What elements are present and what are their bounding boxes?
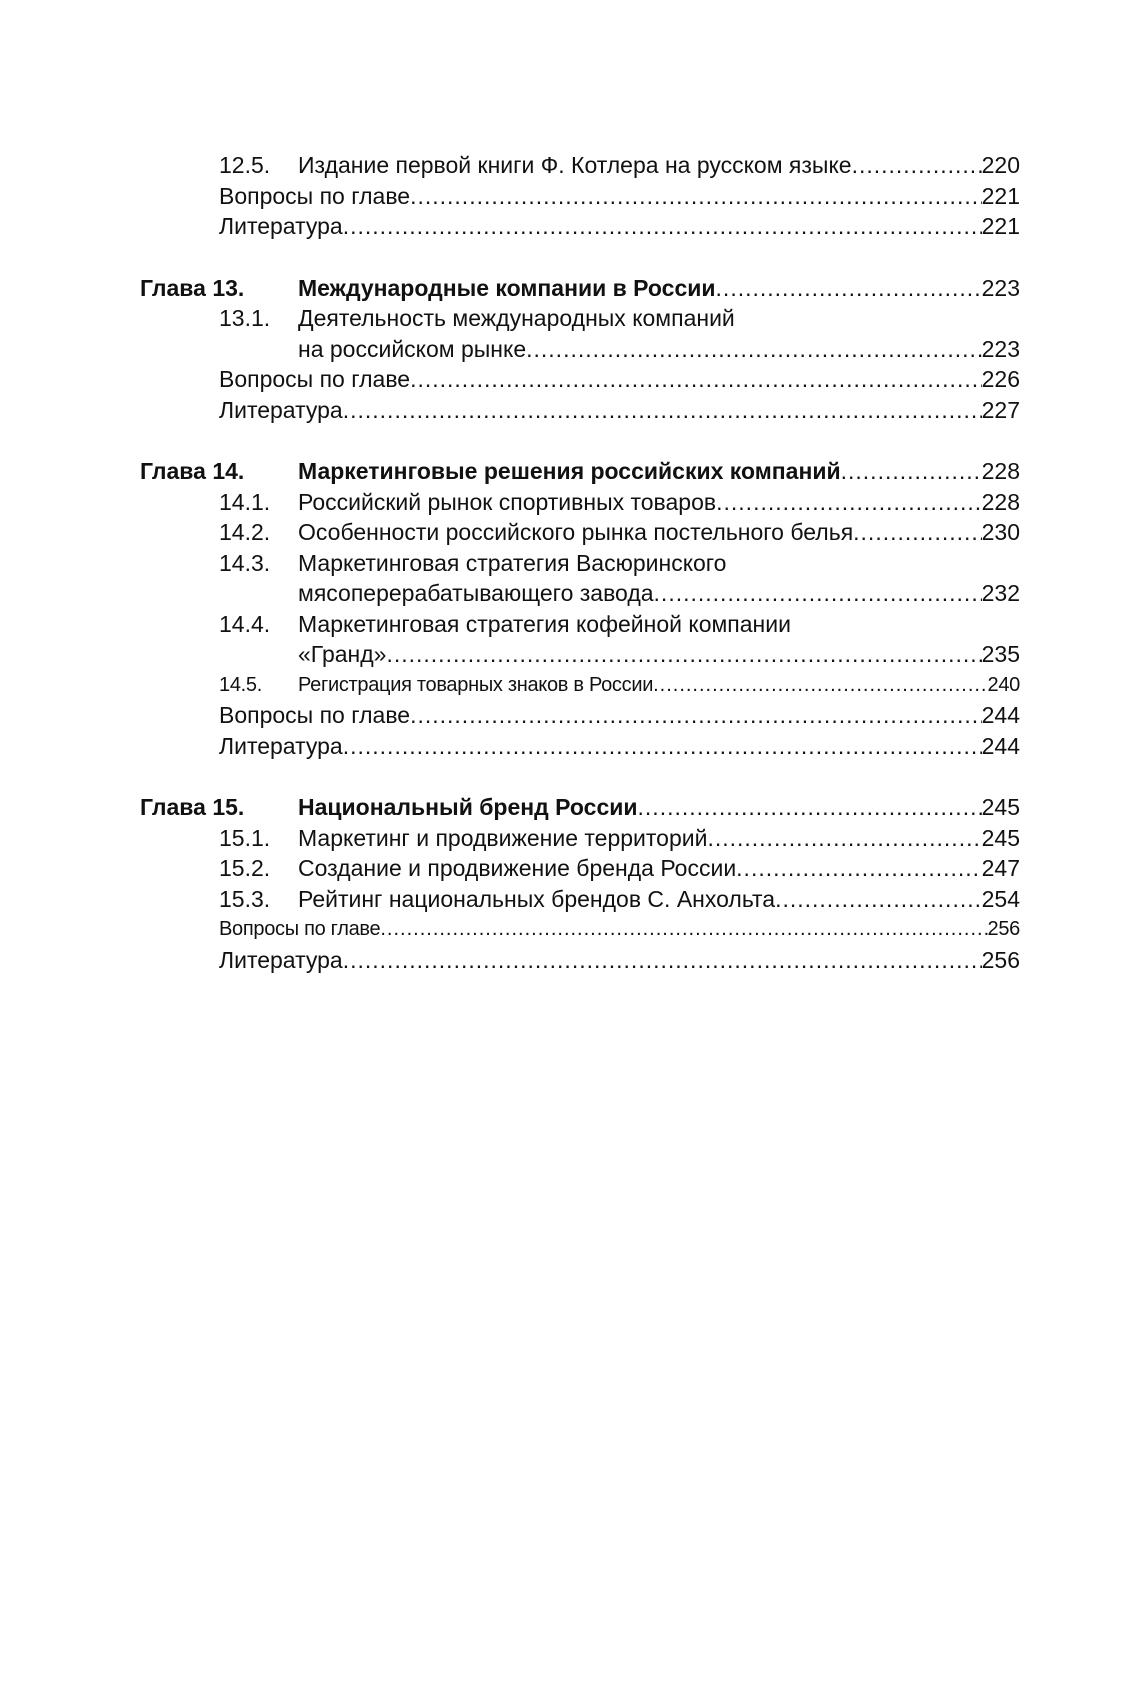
toc-entry-number: 14.2. — [219, 519, 271, 545]
leader-dots — [343, 945, 982, 976]
toc-entry-number: 15.3. — [219, 885, 271, 912]
toc-chapter-title: Маркетинговые решения российских компаний — [298, 458, 841, 484]
toc-entry-page: 256 — [987, 918, 1020, 940]
toc-entry-title: Литература — [219, 213, 343, 239]
toc-chapter-number: Глава 14. — [140, 458, 245, 484]
leader-dots — [736, 853, 981, 884]
leader-dots — [716, 273, 982, 304]
leader-dots — [853, 517, 981, 548]
group-spacer — [140, 425, 1020, 456]
toc-entry — [140, 150, 1020, 181]
toc-entry-continuation — [140, 639, 1020, 670]
toc-entry — [140, 670, 1020, 701]
leader-dots — [653, 670, 987, 701]
group-spacer — [140, 761, 1020, 792]
toc-entry-title: Российский рынок спортивных товаров — [298, 488, 717, 515]
toc-entry-continuation — [140, 334, 1020, 365]
toc-entry-page: 247 — [981, 855, 1020, 881]
leader-dots — [707, 823, 981, 854]
toc-entry-page: 240 — [987, 673, 1020, 696]
toc-entry-title: Создание и продвижение бренда России — [298, 855, 737, 881]
toc-entry — [140, 364, 1020, 395]
toc-entry-page: 220 — [981, 152, 1020, 178]
toc-chapter-heading — [140, 792, 1020, 823]
toc-entry-page: 232 — [981, 580, 1020, 606]
toc-entry — [140, 853, 1020, 884]
toc-entry-title: «Гранд» — [298, 641, 387, 667]
toc-entry-number: 13.1. — [219, 305, 271, 331]
toc-entry-number: 14.3. — [219, 549, 271, 576]
leader-dots — [841, 456, 982, 487]
toc-entry-title: Особенности российского рынка постельного белья — [298, 519, 854, 545]
toc-entry-page: 223 — [981, 335, 1020, 362]
toc-entry-number: 14.4. — [219, 610, 271, 637]
toc-entry — [140, 395, 1020, 426]
leader-dots — [775, 884, 982, 915]
toc-entry — [140, 487, 1020, 518]
toc-entry-title: Регистрация товарных знаков в России — [298, 673, 654, 696]
toc-entry — [140, 884, 1020, 915]
toc-chapter-title: Международные компании в России — [298, 274, 716, 301]
toc-entry-page: 226 — [981, 366, 1020, 392]
table-of-contents — [140, 150, 1020, 975]
toc-entry — [140, 700, 1020, 731]
toc-entry — [140, 731, 1020, 762]
toc-entry — [140, 914, 1020, 945]
toc-entry-page: 221 — [981, 182, 1020, 209]
toc-entry-title: Маркетинговая стратегия Васюринского — [298, 549, 727, 576]
toc-entry-number: 15.1. — [219, 824, 271, 851]
leader-dots — [343, 395, 982, 426]
toc-entry-page: 230 — [981, 519, 1020, 545]
leader-dots — [343, 731, 982, 762]
toc-entry-title: Издание первой книги Ф. Котлера на русском языке — [298, 152, 852, 178]
toc-entry-title: Маркетинговая стратегия кофейной компании — [298, 610, 791, 637]
toc-chapter-title: Национальный бренд России — [298, 794, 638, 820]
toc-entry-page: 254 — [981, 885, 1020, 912]
toc-entry — [140, 609, 1020, 640]
toc-entry-page: 245 — [981, 824, 1020, 851]
toc-entry-number: 14.1. — [219, 488, 271, 515]
toc-entry-page: 245 — [981, 794, 1020, 820]
leader-dots — [526, 334, 982, 365]
toc-entry-page: 244 — [981, 702, 1020, 728]
toc-entry-title: Деятельность международных компаний — [298, 305, 735, 331]
toc-entry-title: Рейтинг национальных брендов С. Анхольта — [298, 885, 776, 912]
toc-entry — [140, 548, 1020, 579]
toc-entry-title: Вопросы по главе — [219, 702, 411, 728]
toc-entry-number: 12.5. — [219, 152, 271, 178]
leader-dots — [716, 487, 982, 518]
leader-dots — [852, 150, 982, 181]
toc-entry-title: мясоперерабатывающего завода — [298, 580, 654, 606]
toc-entry-page: 228 — [981, 458, 1020, 484]
toc-entry — [140, 823, 1020, 854]
leader-dots — [638, 792, 982, 823]
leader-dots — [410, 181, 982, 212]
toc-entry-page: 256 — [981, 946, 1020, 973]
toc-entry-page: 235 — [981, 641, 1020, 667]
leader-dots — [654, 578, 982, 609]
toc-chapter-heading — [140, 273, 1020, 304]
leader-dots — [386, 639, 981, 670]
leader-dots — [410, 700, 982, 731]
toc-entry — [140, 945, 1020, 976]
toc-chapter-number: Глава 15. — [140, 794, 245, 820]
toc-entry-title: Маркетинг и продвижение территорий — [298, 824, 708, 851]
toc-entry — [140, 303, 1020, 334]
toc-chapter-heading — [140, 456, 1020, 487]
leader-dots — [410, 364, 982, 395]
leader-dots — [343, 211, 982, 242]
toc-entry-page: 228 — [981, 488, 1020, 515]
toc-entry-title: Литература — [219, 396, 343, 423]
toc-entry-title: Вопросы по главе — [219, 918, 381, 940]
toc-entry — [140, 517, 1020, 548]
toc-entry-title: Литература — [219, 946, 343, 973]
leader-dots — [380, 914, 987, 945]
toc-entry — [140, 181, 1020, 212]
toc-entry-title: Вопросы по главе — [219, 182, 411, 209]
toc-entry-number: 14.5. — [219, 673, 262, 696]
toc-entry-page: 221 — [981, 213, 1020, 239]
toc-entry-page: 227 — [981, 396, 1020, 423]
toc-entry-page: 223 — [981, 274, 1020, 301]
toc-chapter-number: Глава 13. — [140, 274, 245, 301]
toc-entry-continuation — [140, 578, 1020, 609]
group-spacer — [140, 242, 1020, 273]
toc-entry-number: 15.2. — [219, 855, 271, 881]
toc-entry-title: на российском рынке — [298, 335, 527, 362]
toc-entry — [140, 211, 1020, 242]
toc-entry-page: 244 — [981, 732, 1020, 759]
toc-entry-title: Вопросы по главе — [219, 366, 411, 392]
toc-entry-title: Литература — [219, 732, 343, 759]
